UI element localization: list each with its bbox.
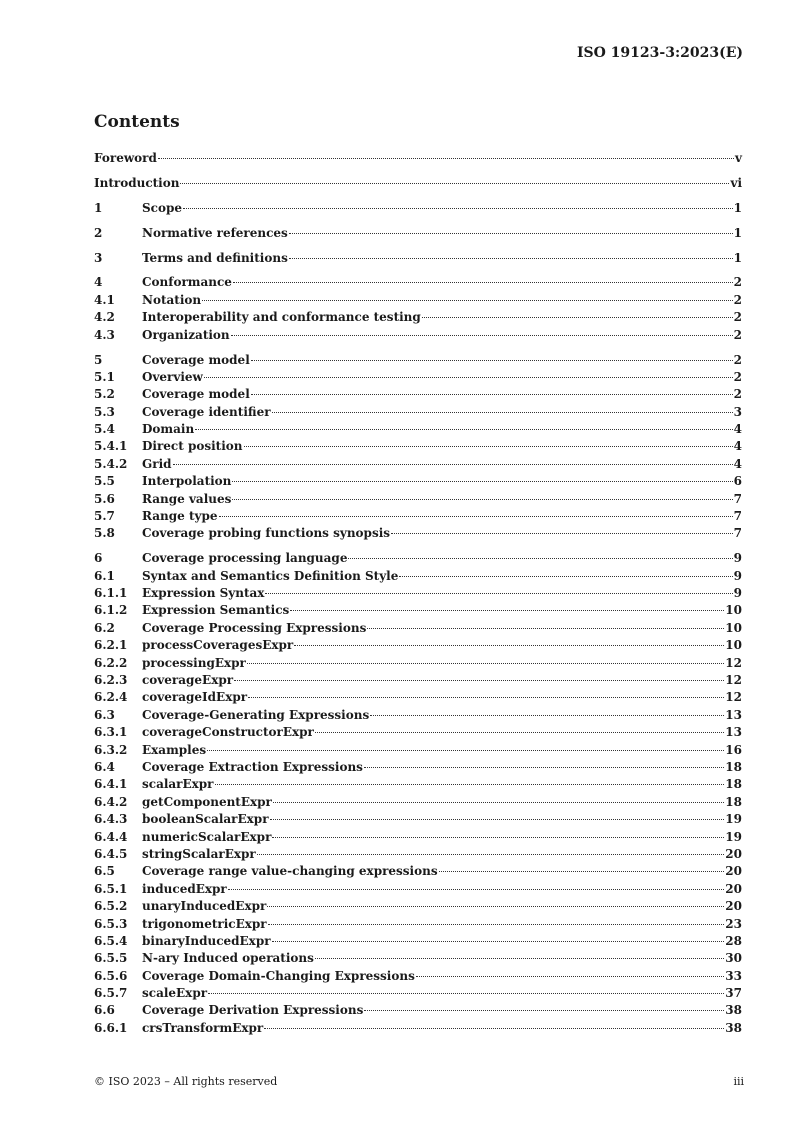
toc-leader-dots xyxy=(289,233,733,234)
page-title: Contents xyxy=(94,112,180,132)
toc-entry-page[interactable]: 7 xyxy=(733,526,742,541)
toc-entry-page[interactable]: 10 xyxy=(725,638,742,653)
toc-entry-label[interactable]: processingExpr xyxy=(142,655,246,670)
toc-entry-label[interactable]: Coverage model xyxy=(142,352,250,367)
toc-leader-dots xyxy=(391,533,733,534)
toc-entry-page[interactable]: 1 xyxy=(733,225,742,240)
toc-entry-number: 6.2.1 xyxy=(94,638,128,653)
toc-entry-number: 3 xyxy=(94,250,103,265)
toc-entry-label[interactable]: Domain xyxy=(142,422,195,437)
toc-entry-page[interactable]: 20 xyxy=(725,881,742,896)
toc-entry-label[interactable]: Coverage range value-changing expressions xyxy=(142,864,438,879)
toc-entry-number: 4.3 xyxy=(94,327,115,342)
toc-entry-number: 6.4.1 xyxy=(94,777,128,792)
toc-entry-label[interactable]: Syntax and Semantics Definition Style xyxy=(142,568,399,583)
toc-entry-number: 6.4 xyxy=(94,760,115,774)
toc-entry-label[interactable]: processCoveragesExpr xyxy=(142,638,294,653)
toc-leader-dots xyxy=(215,784,725,785)
toc-entry-label[interactable]: Scope xyxy=(142,200,183,215)
toc-entry[interactable] xyxy=(94,200,742,217)
toc-entry-page[interactable]: 9 xyxy=(733,586,742,601)
toc-leader-dots xyxy=(183,208,733,209)
toc-leader-dots xyxy=(267,906,724,907)
toc-entry-page[interactable]: 38 xyxy=(725,1003,742,1018)
toc-entry-page[interactable]: 2 xyxy=(733,369,742,384)
toc-leader-dots xyxy=(247,663,724,664)
toc-entry[interactable] xyxy=(94,916,742,933)
toc-leader-dots xyxy=(416,976,724,977)
toc-entry-label[interactable]: Coverage model xyxy=(142,387,250,402)
toc-entry[interactable] xyxy=(94,404,742,421)
toc-entry-label[interactable]: trigonometricExpr xyxy=(142,916,267,931)
toc-leader-dots xyxy=(204,377,733,378)
toc-entry-number: 5.1 xyxy=(94,369,115,384)
toc-entry-label[interactable]: Introduction xyxy=(94,175,180,190)
toc-entry-number: 6.1.2 xyxy=(94,603,128,618)
copyright-notice: © ISO 2023 – All rights reserved xyxy=(94,1075,278,1088)
toc-entry[interactable] xyxy=(94,602,742,619)
toc-entry[interactable] xyxy=(94,585,742,602)
toc-entry-label[interactable]: Interpolation xyxy=(142,474,232,489)
toc-entry-label[interactable]: Normative references xyxy=(142,225,288,240)
toc-entry[interactable] xyxy=(94,327,742,344)
toc-entry-number: 5.4.2 xyxy=(94,456,128,471)
toc-entry-number: 4.2 xyxy=(94,310,115,325)
toc-leader-dots xyxy=(367,628,724,629)
toc-entry-page[interactable]: 2 xyxy=(733,275,742,290)
toc-entry-number: 6.3.1 xyxy=(94,725,128,740)
toc-leader-dots xyxy=(195,429,732,430)
toc-entry-page[interactable]: 6 xyxy=(733,474,742,489)
toc-entry[interactable] xyxy=(94,550,742,567)
toc-entry-page[interactable]: 12 xyxy=(725,655,742,670)
toc-leader-dots xyxy=(244,446,733,447)
toc-leader-dots xyxy=(207,750,724,751)
toc-entry[interactable] xyxy=(94,637,742,654)
toc-entry-number: 6.1.1 xyxy=(94,586,128,601)
toc-leader-dots xyxy=(233,282,733,283)
toc-entry[interactable] xyxy=(94,985,742,1002)
toc-entry[interactable] xyxy=(94,707,742,724)
toc-leader-dots xyxy=(228,889,725,890)
toc-leader-dots xyxy=(439,871,725,872)
toc-entry-number: 4 xyxy=(94,275,103,290)
toc-entry-page[interactable]: 18 xyxy=(725,794,742,809)
toc-entry-page[interactable]: 20 xyxy=(725,846,742,861)
toc-entry-label[interactable]: Range values xyxy=(142,491,232,506)
toc-entry-label[interactable]: Direct position xyxy=(142,439,243,454)
toc-leader-dots xyxy=(257,854,725,855)
toc-entry-label[interactable]: Examples xyxy=(142,742,207,757)
toc-entry-page[interactable]: 4 xyxy=(733,456,742,471)
toc-entry[interactable] xyxy=(94,863,742,880)
toc-entry[interactable] xyxy=(94,292,742,309)
toc-leader-dots xyxy=(264,1028,724,1029)
toc-entry-number: 5.7 xyxy=(94,509,115,524)
toc-leader-dots xyxy=(272,837,724,838)
toc-entry-number: 5.4 xyxy=(94,422,115,437)
toc-entry-number: 6.5.6 xyxy=(94,968,128,983)
toc-leader-dots xyxy=(272,412,733,413)
toc-entry[interactable] xyxy=(94,1020,742,1037)
toc-leader-dots xyxy=(364,767,724,768)
toc-entry-page[interactable]: 9 xyxy=(733,568,742,583)
toc-entry-page[interactable]: 19 xyxy=(725,812,742,827)
toc-entry-label[interactable]: Coverage Domain-Changing Expressions xyxy=(142,968,415,983)
toc-entry[interactable] xyxy=(94,352,742,369)
toc-entry-number: 6.5.1 xyxy=(94,881,128,896)
toc-entry-page[interactable]: vi xyxy=(730,175,742,190)
toc-entry-number: 6.4.5 xyxy=(94,846,128,861)
toc-entry-number: 6.4.2 xyxy=(94,794,128,809)
toc-entry-page[interactable]: 16 xyxy=(725,742,742,757)
toc-entry-number: 6.6.1 xyxy=(94,1020,128,1035)
toc-entry-number: 5.8 xyxy=(94,526,115,541)
toc-entry-number: 1 xyxy=(94,200,103,215)
toc-entry-label[interactable]: Coverage identifier xyxy=(142,404,271,419)
toc-entry[interactable] xyxy=(94,672,742,689)
toc-entry-number: 6.1 xyxy=(94,568,115,583)
toc-entry[interactable] xyxy=(94,421,742,438)
toc-entry[interactable] xyxy=(94,369,742,386)
toc-entry-page[interactable]: 2 xyxy=(733,327,742,342)
toc-entry[interactable] xyxy=(94,386,742,403)
toc-entry-number: 6.5.2 xyxy=(94,899,128,914)
toc-entry-label[interactable]: crsTransformExpr xyxy=(142,1020,264,1035)
toc-leader-dots xyxy=(251,394,733,395)
toc-entry-number: 6.5.3 xyxy=(94,916,128,931)
toc-leader-dots xyxy=(273,802,724,803)
toc-entry[interactable] xyxy=(94,898,742,915)
toc-entry-number: 6.2 xyxy=(94,620,115,635)
toc-entry-label[interactable]: scaleExpr xyxy=(142,986,208,1001)
toc-entry[interactable] xyxy=(94,846,742,863)
toc-entry-number: 5.3 xyxy=(94,404,115,419)
toc-entry-label[interactable]: Range type xyxy=(142,509,218,524)
toc-entry-label[interactable]: Coverage Extraction Expressions xyxy=(142,760,363,774)
toc-entry[interactable] xyxy=(94,968,742,985)
toc-entry-number: 6.2.2 xyxy=(94,655,128,670)
toc-entry-label[interactable]: Coverage Processing Expressions xyxy=(142,620,367,635)
toc-entry-label[interactable]: Notation xyxy=(142,292,202,307)
toc-entry-label[interactable]: binaryInducedExpr xyxy=(142,933,271,948)
toc-entry-label[interactable]: coverageConstructorExpr xyxy=(142,725,314,740)
toc-leader-dots xyxy=(202,300,733,301)
toc-entry-number: 6.5.7 xyxy=(94,986,128,1001)
toc-entry-number: 6.3 xyxy=(94,707,115,722)
toc-entry-label[interactable]: Grid xyxy=(142,456,172,471)
table-of-contents xyxy=(94,150,742,1037)
toc-entry-label[interactable]: Coverage probing functions synopsis xyxy=(142,526,391,541)
toc-leader-dots xyxy=(265,593,732,594)
toc-entry-label[interactable]: getComponentExpr xyxy=(142,794,272,809)
toc-leader-dots xyxy=(315,732,724,733)
toc-entry[interactable] xyxy=(94,508,742,525)
toc-leader-dots xyxy=(348,558,732,559)
toc-leader-dots xyxy=(208,993,724,994)
toc-entry-page[interactable]: 13 xyxy=(725,725,742,740)
toc-leader-dots xyxy=(399,576,732,577)
toc-entry-label[interactable]: stringScalarExpr xyxy=(142,846,256,861)
toc-entry[interactable] xyxy=(94,742,742,759)
toc-entry-label[interactable]: Interoperability and conformance testing xyxy=(142,310,421,325)
toc-entry-number: 4.1 xyxy=(94,292,115,307)
toc-entry[interactable] xyxy=(94,491,742,508)
toc-entry-label[interactable]: unaryInducedExpr xyxy=(142,899,267,914)
toc-entry-page[interactable]: 30 xyxy=(725,951,742,966)
toc-entry[interactable] xyxy=(94,309,742,326)
toc-entry-number: 6.4.4 xyxy=(94,829,128,844)
toc-entry[interactable] xyxy=(94,724,742,741)
toc-leader-dots xyxy=(370,715,724,716)
toc-entry[interactable] xyxy=(94,933,742,950)
toc-entry-label[interactable]: Terms and definitions xyxy=(142,250,288,265)
toc-entry-page[interactable]: 28 xyxy=(725,933,742,948)
toc-entry-page[interactable]: 2 xyxy=(733,387,742,402)
toc-entry-page[interactable]: 20 xyxy=(725,864,742,879)
toc-entry-number: 5 xyxy=(94,352,103,367)
toc-entry-label[interactable]: Coverage processing language xyxy=(142,551,348,566)
toc-entry-page[interactable]: 2 xyxy=(733,310,742,325)
toc-entry-page[interactable]: 12 xyxy=(725,673,742,688)
toc-entry-label[interactable]: numericScalarExpr xyxy=(142,829,272,844)
toc-entry-page[interactable]: 18 xyxy=(725,777,742,792)
toc-leader-dots xyxy=(248,697,724,698)
toc-leader-dots xyxy=(422,317,733,318)
toc-entry[interactable] xyxy=(94,776,742,793)
toc-entry[interactable] xyxy=(94,225,742,242)
toc-entry-page[interactable]: 1 xyxy=(733,200,742,215)
toc-leader-dots xyxy=(290,610,724,611)
toc-entry-label[interactable]: Expression Syntax xyxy=(142,586,265,601)
toc-entry-number: 6 xyxy=(94,551,103,566)
toc-entry[interactable] xyxy=(94,150,742,167)
toc-entry-page[interactable]: 2 xyxy=(733,352,742,367)
toc-entry[interactable] xyxy=(94,1002,742,1019)
toc-entry[interactable] xyxy=(94,655,742,672)
toc-entry-page[interactable]: 9 xyxy=(733,551,742,566)
toc-entry-page[interactable]: 3 xyxy=(733,404,742,419)
toc-entry[interactable] xyxy=(94,881,742,898)
toc-entry[interactable] xyxy=(94,568,742,585)
toc-entry-page[interactable]: 7 xyxy=(733,509,742,524)
toc-entry-number: 5.4.1 xyxy=(94,439,128,454)
toc-leader-dots xyxy=(219,516,733,517)
toc-entry-label[interactable]: coverageIdExpr xyxy=(142,690,248,705)
toc-entry-page[interactable]: 7 xyxy=(733,491,742,506)
document-id: ISO 19123-3:2023(E) xyxy=(576,45,743,61)
toc-leader-dots xyxy=(180,183,729,184)
toc-entry-page[interactable]: v xyxy=(735,151,742,165)
toc-entry-number: 6.3.2 xyxy=(94,742,128,757)
toc-entry[interactable] xyxy=(94,759,742,776)
toc-entry-label[interactable]: Conformance xyxy=(142,275,232,290)
page-footer xyxy=(94,1075,744,1088)
toc-leader-dots xyxy=(294,645,724,646)
toc-entry-label[interactable]: Coverage-Generating Expressions xyxy=(142,707,370,722)
toc-entry-number: 6.6 xyxy=(94,1003,115,1018)
toc-entry-number: 6.5.5 xyxy=(94,951,128,966)
toc-entry-page[interactable]: 10 xyxy=(725,620,742,635)
toc-entry[interactable] xyxy=(94,829,742,846)
toc-entry-number: 6.5.4 xyxy=(94,933,128,948)
toc-entry[interactable] xyxy=(94,250,742,267)
toc-entry-label[interactable]: Organization xyxy=(142,327,230,342)
toc-leader-dots xyxy=(234,680,724,681)
toc-entry[interactable] xyxy=(94,525,742,542)
toc-entry-page[interactable]: 1 xyxy=(733,250,742,265)
toc-entry[interactable] xyxy=(94,794,742,811)
toc-entry-number: 2 xyxy=(94,225,103,240)
toc-entry-label[interactable]: scalarExpr xyxy=(142,777,214,792)
toc-entry-page[interactable]: 18 xyxy=(725,760,742,774)
toc-entry-number: 5.6 xyxy=(94,491,115,506)
toc-entry[interactable] xyxy=(94,473,742,490)
toc-leader-dots xyxy=(232,499,732,500)
toc-entry-page[interactable]: 37 xyxy=(725,986,742,1001)
toc-entry-number: 6.2.3 xyxy=(94,673,128,688)
toc-entry-label[interactable]: N-ary Induced operations xyxy=(142,951,314,966)
toc-leader-dots xyxy=(232,481,732,482)
page-number: iii xyxy=(733,1075,744,1088)
toc-entry-page[interactable]: 10 xyxy=(725,603,742,618)
toc-entry-label[interactable]: Coverage Derivation Expressions xyxy=(142,1003,364,1018)
toc-entry-page[interactable]: 20 xyxy=(725,899,742,914)
toc-entry-page[interactable]: 19 xyxy=(725,829,742,844)
toc-leader-dots xyxy=(173,464,733,465)
toc-entry-label[interactable]: inducedExpr xyxy=(142,881,227,896)
toc-entry-number: 6.2.4 xyxy=(94,690,128,705)
toc-entry[interactable] xyxy=(94,456,742,473)
toc-leader-dots xyxy=(231,335,733,336)
toc-leader-dots xyxy=(268,924,725,925)
toc-entry-label[interactable]: booleanScalarExpr xyxy=(142,812,269,827)
toc-entry-page[interactable]: 4 xyxy=(733,439,742,454)
toc-entry-number: 5.5 xyxy=(94,474,115,489)
toc-leader-dots xyxy=(272,941,725,942)
toc-entry[interactable] xyxy=(94,950,742,967)
toc-leader-dots xyxy=(158,158,734,159)
toc-entry[interactable] xyxy=(94,274,742,291)
toc-entry-page[interactable]: 4 xyxy=(733,422,742,437)
toc-entry-page[interactable]: 13 xyxy=(725,707,742,722)
toc-leader-dots xyxy=(364,1010,724,1011)
toc-entry-page[interactable]: 12 xyxy=(725,690,742,705)
toc-entry[interactable] xyxy=(94,175,742,192)
toc-entry-label[interactable]: Expression Semantics xyxy=(142,603,290,618)
toc-entry-page[interactable]: 38 xyxy=(725,1020,742,1035)
toc-entry[interactable] xyxy=(94,620,742,637)
toc-entry[interactable] xyxy=(94,438,742,455)
toc-leader-dots xyxy=(289,258,733,259)
toc-entry-label[interactable]: coverageExpr xyxy=(142,673,234,688)
toc-entry[interactable] xyxy=(94,811,742,828)
toc-leader-dots xyxy=(270,819,725,820)
toc-leader-dots xyxy=(251,360,733,361)
toc-leader-dots xyxy=(315,958,724,959)
toc-entry[interactable] xyxy=(94,689,742,706)
toc-entry-label[interactable]: Foreword xyxy=(94,151,157,165)
toc-entry-number: 6.5 xyxy=(94,864,115,879)
toc-entry-page[interactable]: 23 xyxy=(725,916,742,931)
toc-entry-number: 6.4.3 xyxy=(94,812,128,827)
toc-entry-number: 5.2 xyxy=(94,387,115,402)
toc-entry-page[interactable]: 33 xyxy=(725,968,742,983)
toc-entry-page[interactable]: 2 xyxy=(733,292,742,307)
toc-entry-label[interactable]: Overview xyxy=(142,369,203,384)
